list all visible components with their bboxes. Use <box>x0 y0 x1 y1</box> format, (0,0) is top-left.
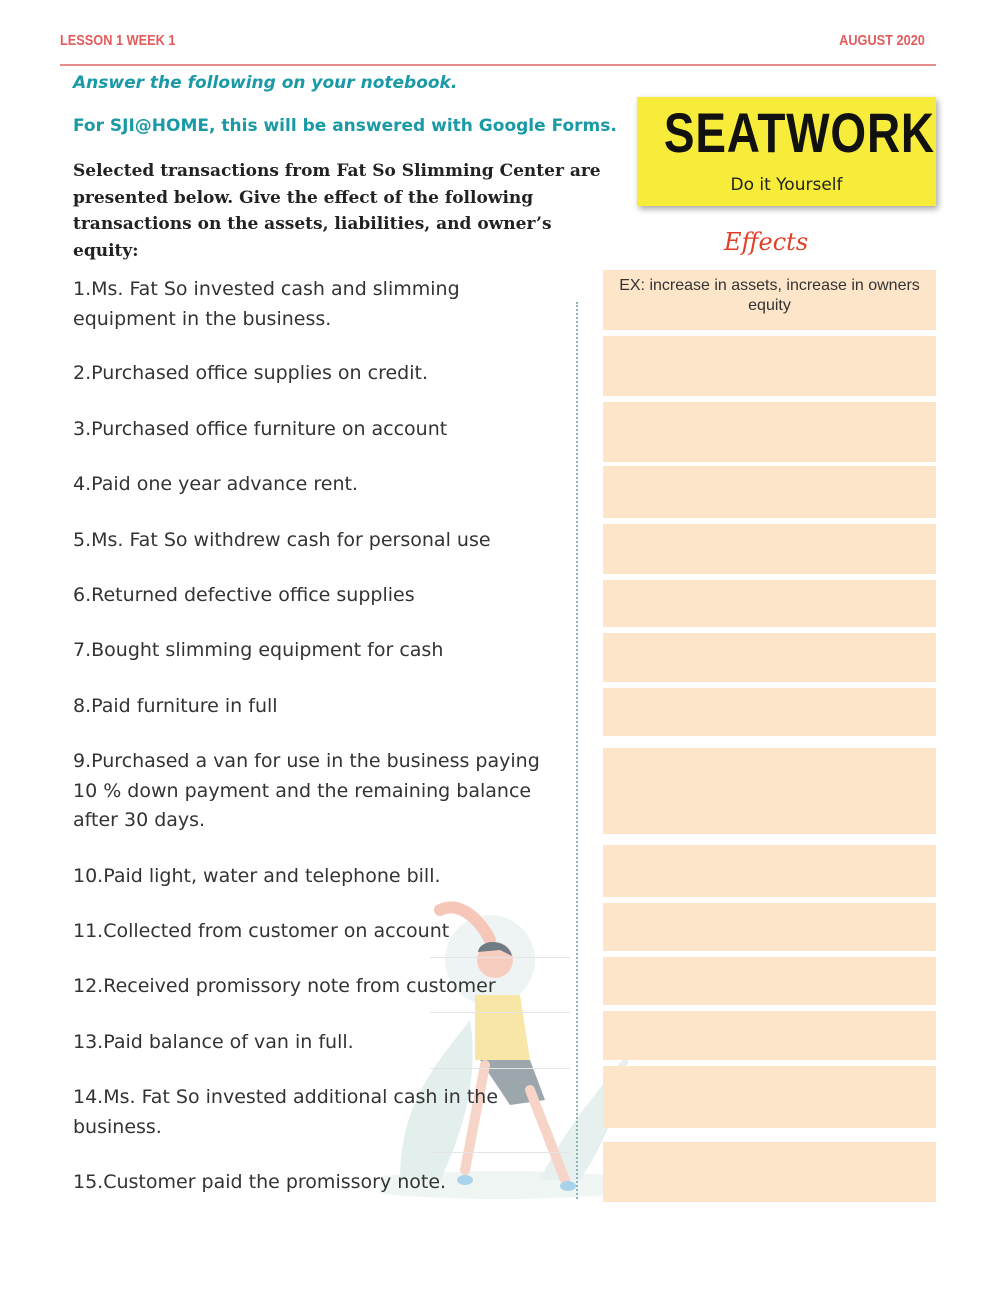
answer-box-1[interactable] <box>603 270 936 330</box>
transaction-8: 8.Paid furniture in full <box>73 695 278 717</box>
answer-box-14[interactable] <box>603 1066 936 1128</box>
transaction-6: 6.Returned defective office supplies <box>73 584 415 606</box>
date-label: AUGUST 2020 <box>839 32 925 49</box>
transaction-7: 7.Bought slimming equipment for cash <box>73 639 444 661</box>
transaction-3: 3.Purchased office furniture on account <box>73 418 448 440</box>
answer-rule <box>430 1068 570 1069</box>
seatwork-subtitle: Do it Yourself <box>730 175 843 195</box>
transaction-13: 13.Paid balance of van in full. <box>73 1031 354 1053</box>
answer-box-4[interactable] <box>603 466 936 518</box>
header-divider <box>60 64 936 66</box>
answer-box-11[interactable] <box>603 903 936 951</box>
answer-box-5[interactable] <box>603 524 936 574</box>
transaction-15: 15.Customer paid the promissory note. <box>73 1171 447 1193</box>
lesson-label: LESSON 1 WEEK 1 <box>60 32 176 49</box>
answer-box-2[interactable] <box>603 336 936 396</box>
answer-box-12[interactable] <box>603 957 936 1005</box>
answer-box-15[interactable] <box>603 1142 936 1202</box>
transaction-11: 11.Collected from customer on account <box>73 920 450 942</box>
seatwork-title: SEATWORK <box>663 101 935 164</box>
transaction-12: 12.Received promissory note from customer <box>73 975 496 997</box>
transaction-14: 14.Ms. Fat So invested additional cash in the business. <box>73 1086 499 1138</box>
transaction-5: 5.Ms. Fat So withdrew cash for personal use <box>73 529 491 551</box>
answer-box-13[interactable] <box>603 1011 936 1060</box>
transaction-10: 10.Paid light, water and telephone bill. <box>73 865 441 887</box>
answer-rule <box>430 1152 570 1153</box>
transaction-9: 9.Purchased a van for use in the business paying 10 % down payment and the remaining balance after 30 days. <box>73 750 540 831</box>
answer-box-7[interactable] <box>603 633 936 682</box>
answer-box-8[interactable] <box>603 688 936 736</box>
column-divider <box>576 302 578 1199</box>
intro-paragraph: Selected transactions from Fat So Slimming Center are presented below. Give the effect of the following transactions on the assets, liabilities, and owner’s equity: <box>73 161 601 261</box>
answer-rule <box>430 1012 570 1013</box>
sji-home-instruction: For SJI@HOME, this will be answered with Google Forms. <box>73 116 617 136</box>
answer-box-6[interactable] <box>603 580 936 627</box>
seatwork-badge <box>637 97 936 206</box>
transaction-1: 1.Ms. Fat So invested cash and slimming equipment in the business. <box>73 278 460 330</box>
answer-box-10[interactable] <box>603 845 936 897</box>
notebook-instruction: Answer the following on your notebook. <box>73 73 458 93</box>
answer-box-3[interactable] <box>603 402 936 462</box>
example-answer: EX: increase in assets, increase in owners equity <box>619 277 920 314</box>
answer-rule <box>430 957 570 958</box>
answer-box-9[interactable] <box>603 748 936 834</box>
transaction-4: 4.Paid one year advance rent. <box>73 473 358 495</box>
transaction-2: 2.Purchased office supplies on credit. <box>73 362 428 384</box>
effects-heading: Effects <box>724 228 809 256</box>
